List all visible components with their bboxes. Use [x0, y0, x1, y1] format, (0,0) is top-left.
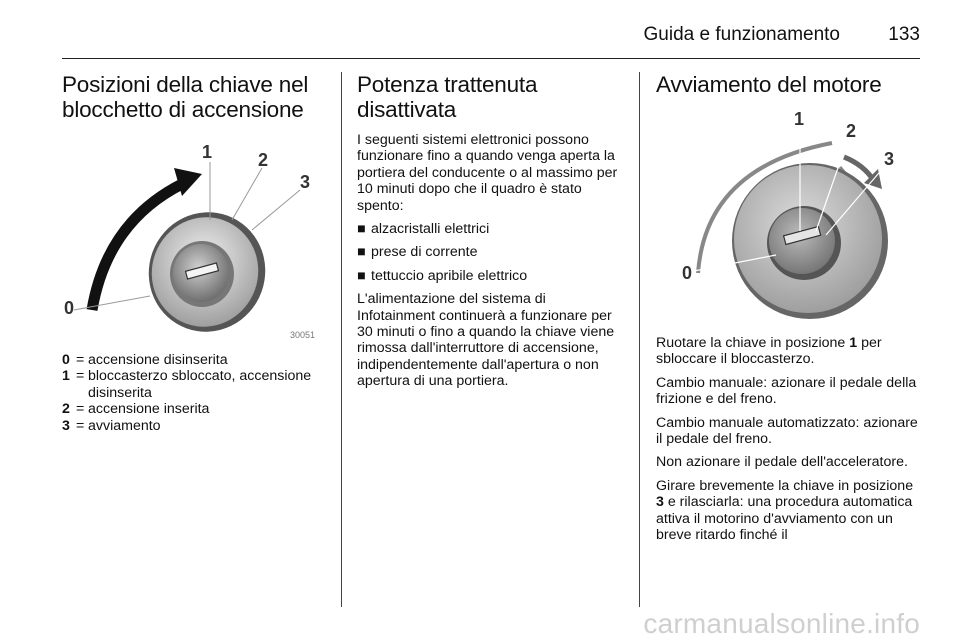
column-retained-power: [357, 72, 627, 397]
step-automated: Cambio manuale automatizzato: azionare il pedale del freno.: [656, 414, 918, 448]
figure-code: 30051: [290, 330, 316, 340]
position-label-3: 3: [884, 149, 895, 169]
page-header: [62, 14, 920, 59]
watermark: carmanualsonline.info: [643, 608, 920, 639]
list-item: ■ alzacristalli elettrici: [357, 221, 490, 238]
position-label-1: 1: [202, 142, 213, 162]
heading-engine-start: Avviamento del motore: [656, 72, 882, 97]
column-engine-start: [656, 72, 922, 550]
column-divider: [639, 72, 640, 607]
legend-row: 1 = bloccasterzo sbloccato, accensione disinserita: [62, 368, 312, 401]
step-crank: Girare brevemente la chiave in posizione 3 e rilasciarla: una procedura automatica attiva il motorino d'avviamento con un breve ritardo finché il: [656, 477, 914, 544]
heading-key-positions: Posizioni della chiave nel blocchetto di accensione: [62, 72, 309, 122]
step-accelerator: Non azionare il pedale dell'acceleratore.: [656, 454, 908, 471]
position-label-2: 2: [258, 150, 269, 170]
position-legend: [62, 352, 324, 434]
infotainment-paragraph: L'alimentazione del sistema di Infotainment continuerà a funzionare per 30 minuti o fino a quando la chiave viene rimossa dall'interruttore di accensione, indipendentemente dall'apertura o non apertura di una portiera.: [357, 291, 615, 390]
list-item: ■ prese di corrente: [357, 244, 478, 261]
position-label-0: 0: [682, 263, 693, 283]
position-label-1: 1: [794, 109, 805, 129]
section-title: Guida e funzionamento: [643, 24, 840, 45]
page-number: 133: [888, 24, 920, 45]
legend-row: 2 = accensione inserita: [62, 401, 210, 418]
legend-row: 3 = avviamento: [62, 417, 161, 434]
systems-list: [357, 221, 627, 284]
intro-paragraph: I seguenti sistemi elettronici possono funzionare fino a quando venga aperta la portiera del conducente o al massimo per 10 minuti dopo che il quadro è stato spento:: [357, 132, 618, 214]
ignition-key-figure: [62, 132, 324, 344]
list-item: ■ tettuccio apribile elettrico: [357, 267, 528, 284]
step-manual: Cambio manuale: azionare il pedale della frizione e del freno.: [656, 374, 917, 408]
position-label-0: 0: [64, 298, 75, 318]
position-label-2: 2: [846, 121, 857, 141]
legend-row: 0 = accensione disinserita: [62, 352, 228, 368]
engine-start-figure: [656, 107, 920, 321]
column-key-positions: [62, 72, 324, 434]
heading-retained-power: Potenza trattenuta disattivata: [357, 72, 538, 122]
position-label-3: 3: [300, 172, 311, 192]
column-divider: [341, 72, 342, 607]
step-unlock: Ruotare la chiave in posizione 1 per sbloccare il bloccasterzo.: [656, 335, 882, 368]
